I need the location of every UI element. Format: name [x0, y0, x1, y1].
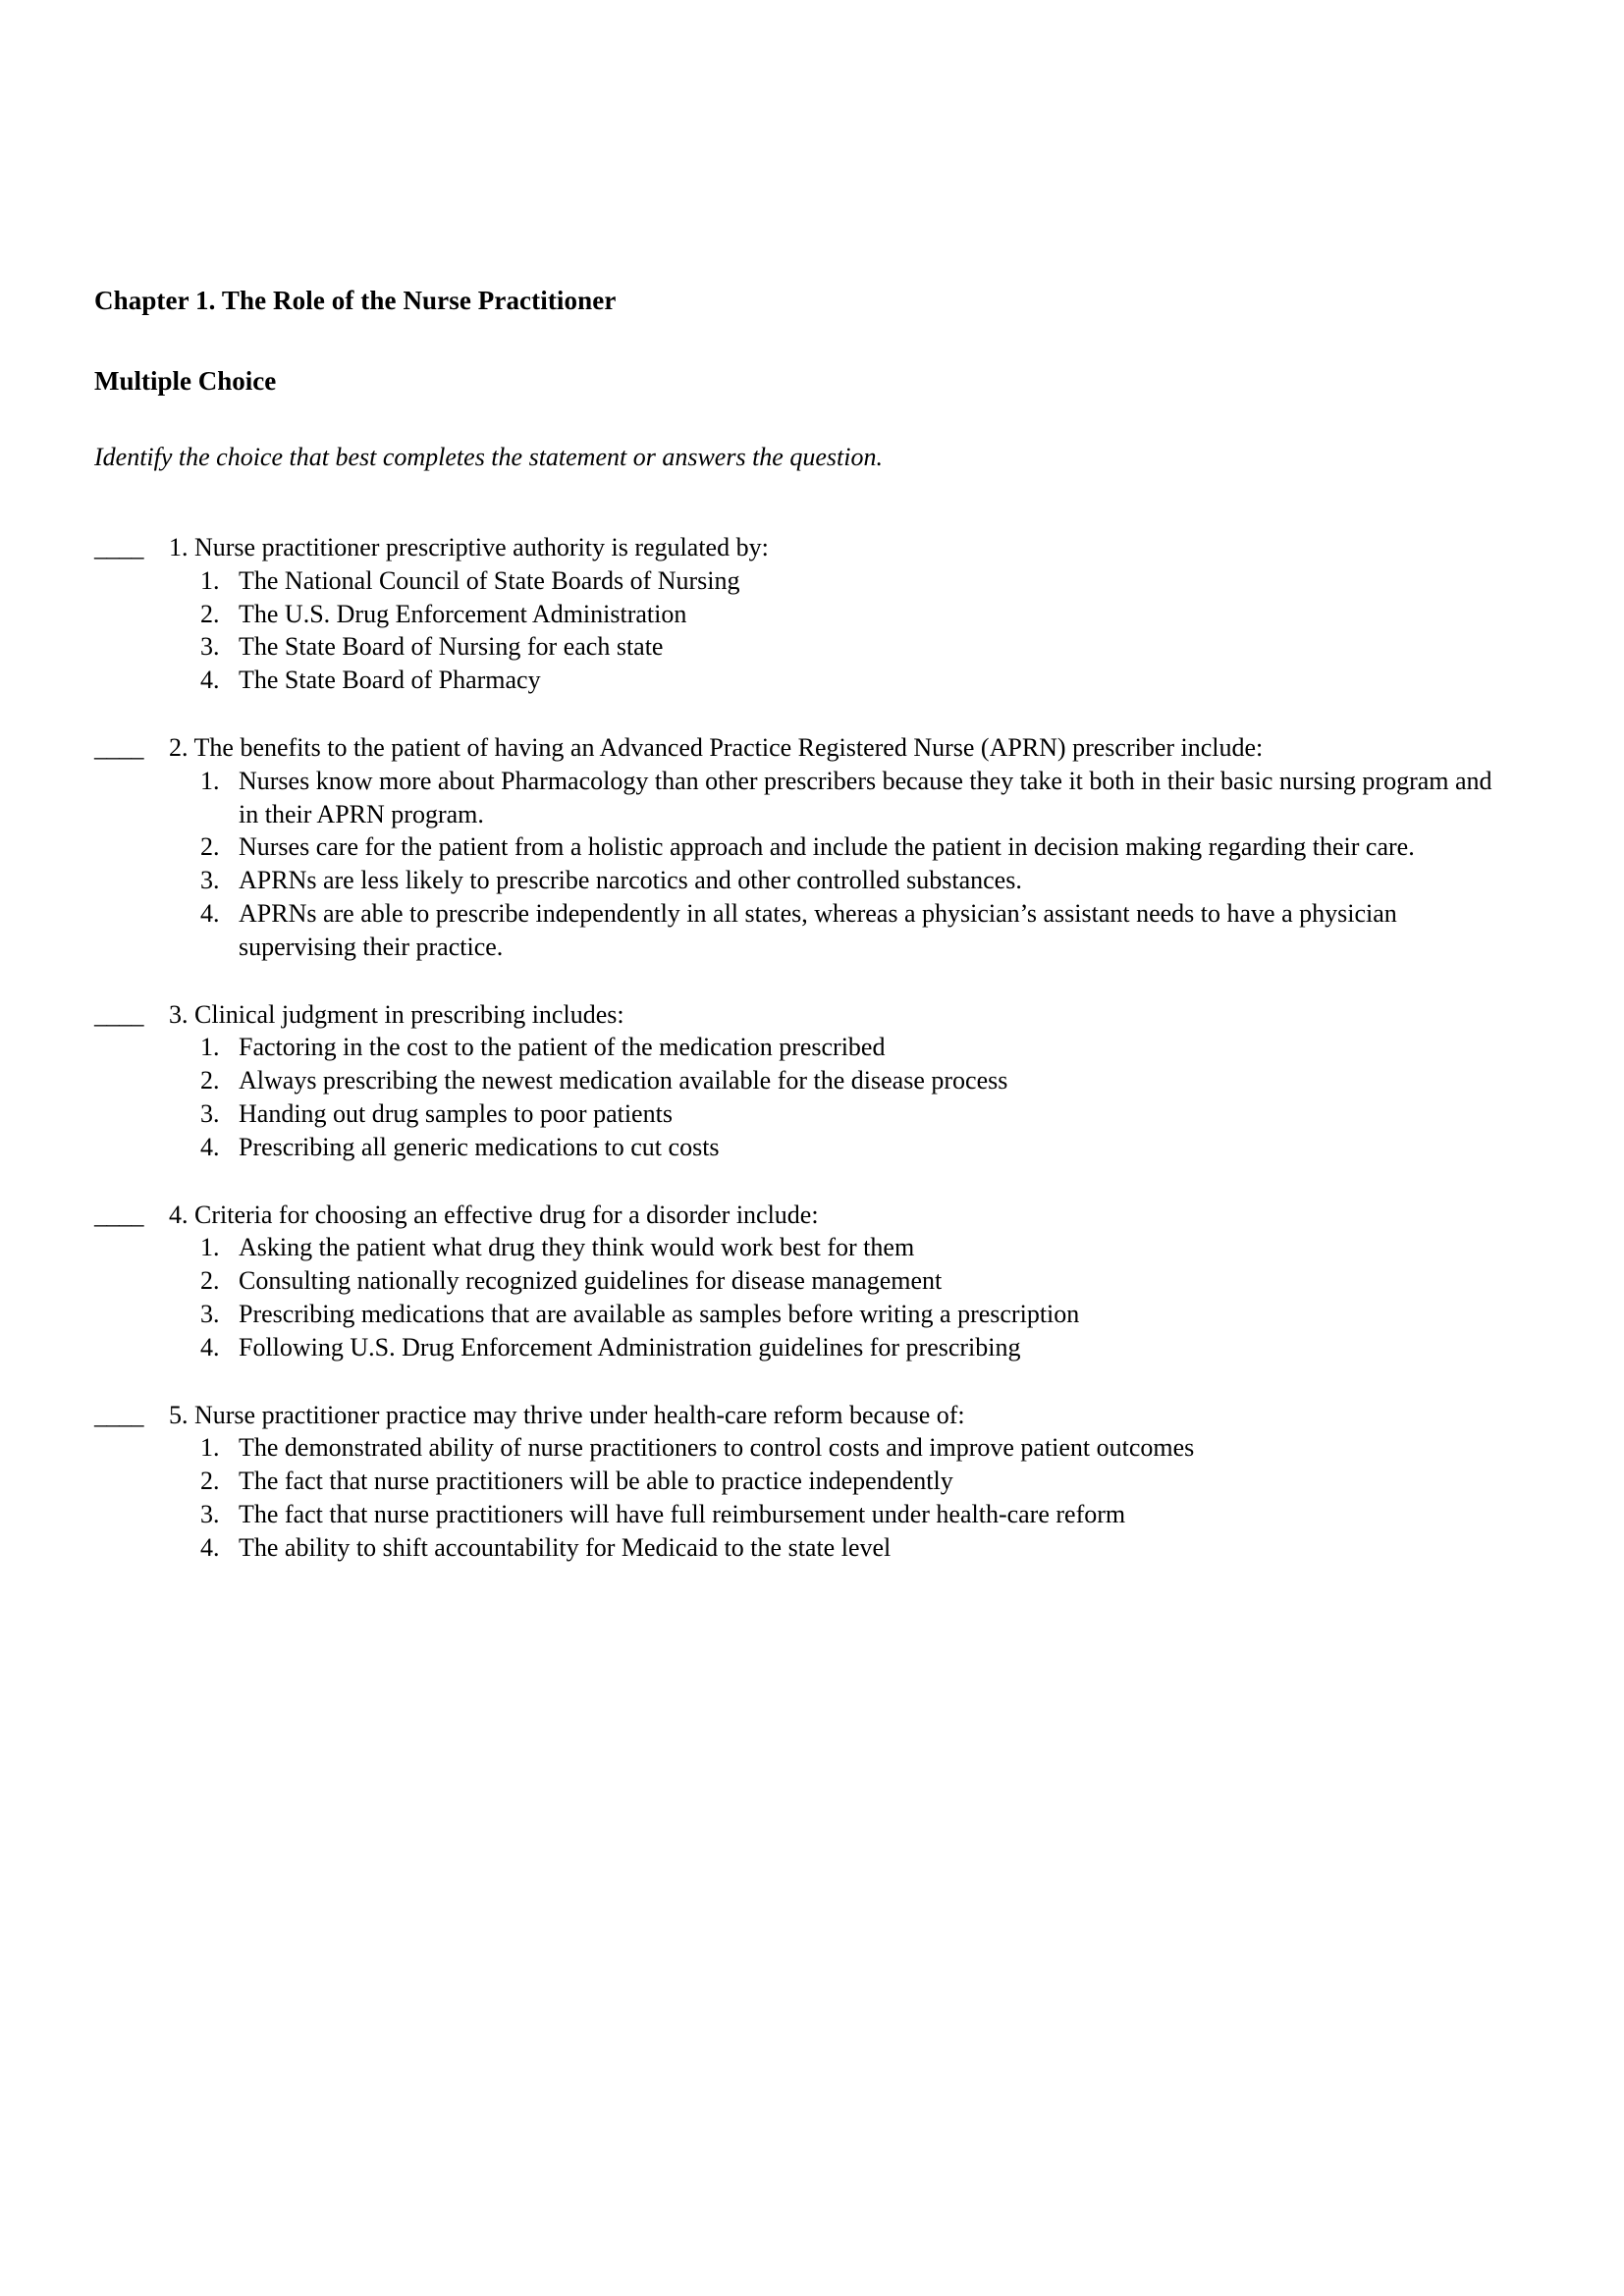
- option-text: The fact that nurse practitioners will have full reimbursement under health-care reform: [239, 1499, 1126, 1528]
- question-text: Criteria for choosing an effective drug for a disorder include:: [194, 1200, 819, 1229]
- option-text: The fact that nurse practitioners will be able to practice independently: [239, 1467, 953, 1496]
- question-item: [94, 1199, 1508, 1364]
- option-number: 3.: [200, 866, 220, 895]
- option-text: The National Council of State Boards of Nursing: [239, 565, 740, 595]
- option-item[interactable]: [200, 1064, 1508, 1097]
- question-list: [94, 472, 1508, 1565]
- option-text: Consulting nationally recognized guidelines for disease management: [239, 1266, 943, 1296]
- option-text: Nurses care for the patient from a holistic approach and include the patient in decision making regarding their care.: [239, 832, 1415, 862]
- option-item[interactable]: [200, 564, 1508, 598]
- option-item[interactable]: [200, 1097, 1508, 1131]
- option-number: 2.: [200, 832, 220, 862]
- option-text: Always prescribing the newest medication available for the disease process: [239, 1066, 1008, 1095]
- answer-blank[interactable]: ____: [94, 532, 143, 561]
- option-list: [94, 1231, 1508, 1363]
- answer-blank[interactable]: ____: [94, 1400, 143, 1429]
- answer-blank[interactable]: ____: [94, 732, 143, 762]
- option-number: 3.: [200, 1499, 220, 1528]
- option-item[interactable]: [200, 1131, 1508, 1164]
- question-body: [169, 1399, 1508, 1432]
- option-item[interactable]: [200, 598, 1508, 631]
- option-text: Prescribing medications that are available as samples before writing a prescription: [239, 1299, 1080, 1328]
- option-number: 1.: [200, 565, 220, 595]
- question-text: Nurse practitioner practice may thrive under health-care reform because of:: [194, 1400, 965, 1429]
- option-list: [94, 1031, 1508, 1163]
- question-body: [169, 731, 1508, 765]
- option-number: 4.: [200, 1532, 220, 1562]
- option-item[interactable]: [200, 830, 1508, 864]
- question-header: [94, 731, 1508, 765]
- question-header: [94, 1399, 1508, 1432]
- option-item[interactable]: [200, 664, 1508, 697]
- question-item: [94, 998, 1508, 1164]
- chapter-heading: Chapter 1. The Role of the Nurse Practitioner: [94, 286, 617, 315]
- option-text: The demonstrated ability of nurse practitioners to control costs and improve patient outcomes: [239, 1433, 1195, 1463]
- option-item[interactable]: [200, 1331, 1508, 1364]
- option-item[interactable]: [200, 1498, 1508, 1531]
- option-number: 4.: [200, 1132, 220, 1161]
- option-number: 3.: [200, 1299, 220, 1328]
- answer-blank[interactable]: ____: [94, 999, 143, 1029]
- option-text: Asking the patient what drug they think would work best for them: [239, 1233, 915, 1262]
- question-item: [94, 531, 1508, 697]
- answer-blank[interactable]: ____: [94, 1200, 143, 1229]
- option-text: The State Board of Pharmacy: [239, 666, 541, 695]
- question-number: 5.: [169, 1400, 189, 1429]
- question-item: [94, 731, 1508, 964]
- option-number: 4.: [200, 898, 220, 928]
- option-number: 4.: [200, 666, 220, 695]
- option-list: [94, 765, 1508, 964]
- option-item[interactable]: [200, 1231, 1508, 1264]
- option-number: 3.: [200, 1098, 220, 1128]
- option-number: 2.: [200, 1066, 220, 1095]
- section-heading-multiple-choice: Multiple Choice: [94, 366, 277, 397]
- option-text: Factoring in the cost to the patient of the medication prescribed: [239, 1033, 886, 1062]
- option-list: [94, 1431, 1508, 1564]
- option-text: The State Board of Nursing for each state: [239, 632, 664, 662]
- option-text: Handing out drug samples to poor patients: [239, 1098, 673, 1128]
- option-item[interactable]: [200, 765, 1508, 831]
- question-number: 4.: [169, 1200, 189, 1229]
- instruction-text: Identify the choice that best completes the statement or answers the question.: [94, 442, 883, 471]
- option-number: 2.: [200, 1467, 220, 1496]
- option-item[interactable]: [200, 1298, 1508, 1331]
- option-number: 1.: [200, 1033, 220, 1062]
- question-text: The benefits to the patient of having an Advanced Practice Registered Nurse (APRN) prescriber include:: [193, 732, 1264, 762]
- question-item: [94, 1399, 1508, 1565]
- option-number: 3.: [200, 632, 220, 662]
- option-text: Prescribing all generic medications to cut costs: [239, 1132, 720, 1161]
- option-number: 1.: [200, 766, 220, 795]
- option-item[interactable]: [200, 1031, 1508, 1064]
- option-number: 4.: [200, 1332, 220, 1362]
- question-header: [94, 531, 1508, 564]
- document-body: [94, 285, 1508, 1598]
- question-body: [169, 531, 1508, 564]
- question-number: 1.: [169, 532, 189, 561]
- option-item[interactable]: [200, 864, 1508, 897]
- question-number: 2.: [169, 732, 189, 762]
- option-number: 2.: [200, 599, 220, 628]
- option-item[interactable]: [200, 1465, 1508, 1498]
- question-header: [94, 998, 1508, 1032]
- option-text: The U.S. Drug Enforcement Administration: [239, 599, 687, 628]
- option-item[interactable]: [200, 1431, 1508, 1465]
- option-item[interactable]: [200, 897, 1508, 964]
- question-header: [94, 1199, 1508, 1232]
- option-text: APRNs are able to prescribe independently in all states, whereas a physician’s assistant needs to have a physician supervising their practice.: [239, 898, 1397, 961]
- option-item[interactable]: [200, 630, 1508, 664]
- option-item[interactable]: [200, 1531, 1508, 1565]
- option-list: [94, 564, 1508, 697]
- question-body: [169, 998, 1508, 1032]
- option-text: Following U.S. Drug Enforcement Administration guidelines for prescribing: [239, 1332, 1021, 1362]
- option-number: 1.: [200, 1233, 220, 1262]
- question-text: Clinical judgment in prescribing includes:: [194, 999, 624, 1029]
- option-item[interactable]: [200, 1264, 1508, 1298]
- option-text: Nurses know more about Pharmacology than other prescribers because they take it both in their basic nursing program and in their APRN program.: [239, 766, 1492, 828]
- option-number: 1.: [200, 1433, 220, 1463]
- question-text: Nurse practitioner prescriptive authority is regulated by:: [194, 532, 769, 561]
- option-number: 2.: [200, 1266, 220, 1296]
- option-text: APRNs are less likely to prescribe narcotics and other controlled substances.: [239, 866, 1022, 895]
- question-number: 3.: [169, 999, 189, 1029]
- question-body: [169, 1199, 1508, 1232]
- option-text: The ability to shift accountability for Medicaid to the state level: [239, 1532, 892, 1562]
